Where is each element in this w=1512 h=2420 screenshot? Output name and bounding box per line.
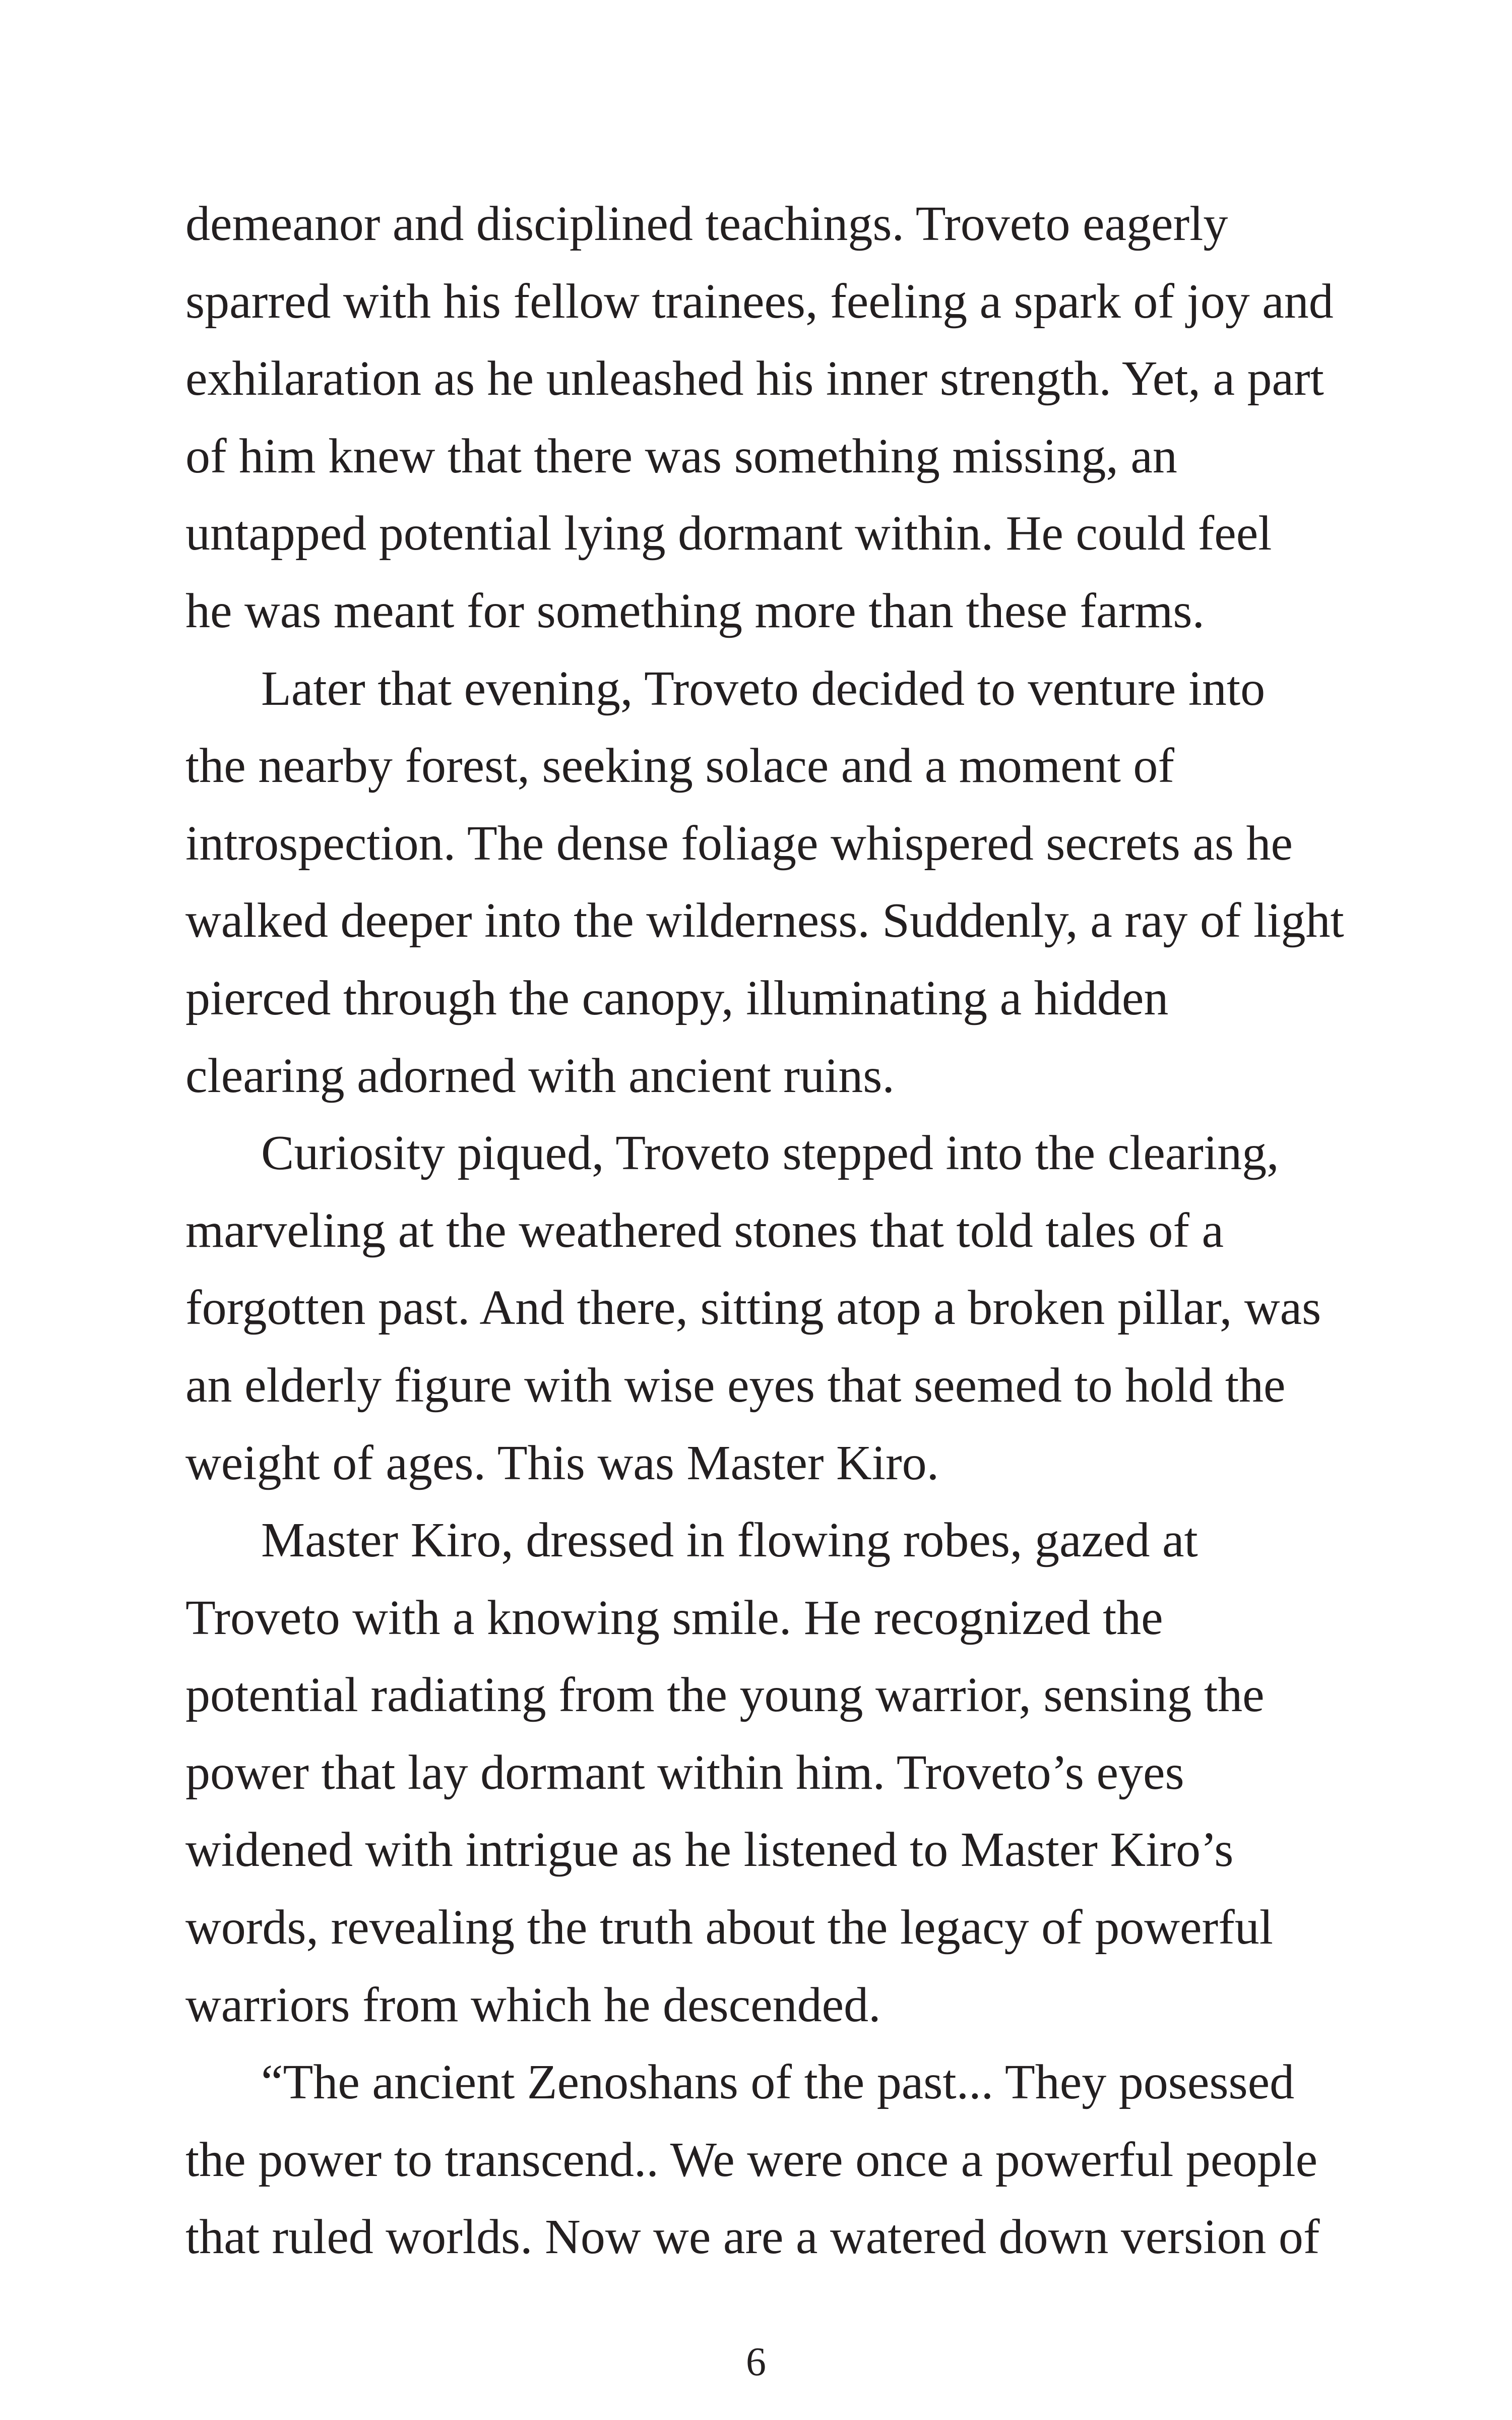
paragraph-first-line: “The ancient Zenoshans of the past... They posessed (261, 2055, 1295, 2110)
text-line: walked deeper into the wilderness. Suddenly, a ray of light (185, 893, 1344, 948)
text-line: of him knew that there was something missing, an (185, 429, 1177, 483)
text-line: introspection. The dense foliage whispered secrets as he (185, 816, 1293, 871)
text-line: warriors from which he descended. (185, 1977, 881, 2032)
text-line: weight of ages. This was Master Kiro. (185, 1435, 939, 1490)
text-line: sparred with his fellow trainees, feeling a spark of joy and (185, 274, 1334, 329)
text-line: potential radiating from the young warrior, sensing the (185, 1668, 1265, 1723)
text-line: demeanor and disciplined teachings. Troveto eagerly (185, 197, 1228, 251)
body-text (185, 186, 1345, 2276)
paragraph-first-line: Later that evening, Troveto decided to venture into (261, 661, 1266, 716)
page-number: 6 (746, 2340, 766, 2384)
text-line: an elderly figure with wise eyes that seemed to hold the (185, 1358, 1286, 1413)
text-line: widened with intrigue as he listened to Master Kiro’s (185, 1823, 1234, 1878)
text-line: that ruled worlds. Now we are a watered down version of (185, 2210, 1320, 2265)
text-line: exhilaration as he unleashed his inner strength. Yet, a part (185, 351, 1324, 406)
text-line: pierced through the canopy, illuminating a hidden (185, 971, 1169, 1025)
text-line: untapped potential lying dormant within. He could feel (185, 506, 1272, 561)
text-line: words, revealing the truth about the legacy of powerful (185, 1900, 1274, 1955)
text-line: clearing adorned with ancient ruins. (185, 1048, 895, 1103)
paragraph-first-line: Curiosity piqued, Troveto stepped into the clearing, (261, 1126, 1279, 1181)
text-line: Troveto with a knowing smile. He recognized the (185, 1590, 1163, 1645)
text-line: power that lay dormant within him. Troveto’s eyes (185, 1745, 1184, 1800)
paragraph-first-line: Master Kiro, dressed in flowing robes, gazed at (261, 1513, 1198, 1568)
text-line: the power to transcend.. We were once a powerful people (185, 2132, 1318, 2187)
text-line: the nearby forest, seeking solace and a moment of (185, 739, 1175, 794)
text-line: forgotten past. And there, sitting atop a broken pillar, was (185, 1281, 1321, 1336)
text-line: marveling at the weathered stones that told tales of a (185, 1203, 1224, 1258)
text-line: he was meant for something more than these farms. (185, 583, 1205, 638)
